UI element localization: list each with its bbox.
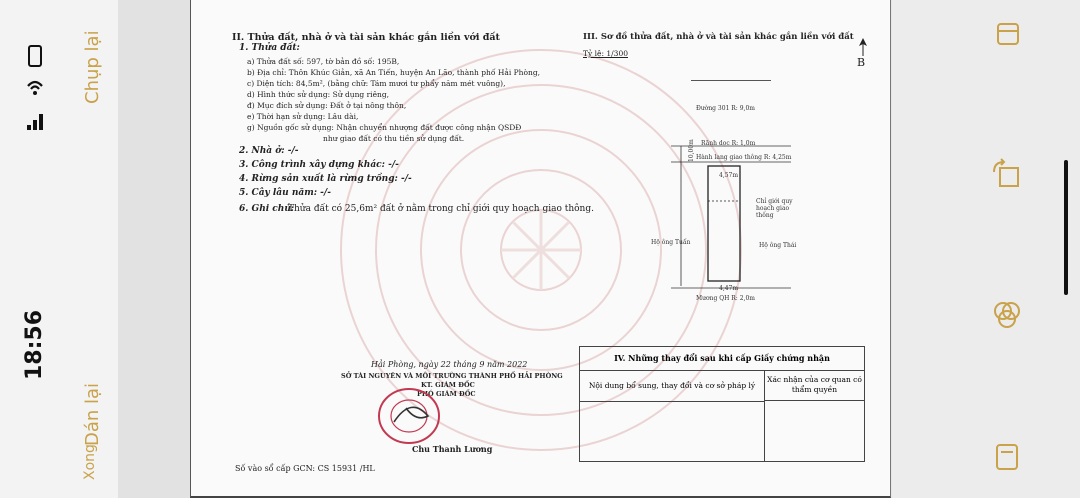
planning-boundary-label: Chỉ giới quy hoạch giao thông (756, 198, 793, 219)
scroll-indicator[interactable] (1064, 160, 1068, 295)
document-icon[interactable] (994, 442, 1020, 472)
road-label: Đường 301 R: 9,0m (696, 105, 755, 112)
column-changes: Nội dung bổ sung, thay đổi và cơ sở pháp lý (580, 371, 765, 402)
sign-org: SỞ TÀI NGUYÊN VÀ MÔI TRƯỜNG THÀNH PHỐ HẢI PHÒNG (341, 372, 563, 380)
neighbor-east: Hộ ông Thái (759, 242, 797, 249)
canal-label: Mương QH R: 2,0m (696, 295, 755, 302)
parcel-number: a) Thửa đất số: 597, tờ bản đồ số: 195B, (247, 57, 400, 66)
wifi-icon (24, 78, 46, 100)
north-arrow-icon (859, 38, 867, 56)
note-text: Thửa đất có 25,6m² đất ở nằm trong chỉ giới quy hoạch giao thông. (288, 204, 594, 214)
house-line: 2. Nhà ở: -/- (239, 146, 299, 156)
signer-name: Chu Thanh Lương (412, 444, 493, 454)
address: b) Địa chỉ: Thôn Khúc Giản, xã An Tiến, huyện An Lão, thành phố Hải Phòng, (247, 68, 541, 77)
sign-date: Hải Phòng, ngày 22 tháng 9 năm 2022 (371, 360, 528, 369)
subsection-1-title: 1. Thửa đất: (239, 43, 300, 53)
done-button[interactable]: Xong (82, 444, 98, 480)
map-scale: Tỷ lệ: 1/300 (583, 49, 628, 58)
land-certificate-page (190, 0, 891, 498)
page-shadow-left (118, 0, 192, 498)
usage-purpose: đ) Mục đích sử dụng: Đất ở tại nông thôn, (247, 101, 407, 110)
signal-icon (26, 110, 44, 132)
phone-icon (28, 45, 42, 67)
dim-1: 4,57m (719, 172, 739, 179)
column-confirmation: Xác nhận của cơ quan có thẩm quyền (765, 371, 864, 401)
section-2-title: II. Thửa đất, nhà ở và tài sản khác gắn liền với đất (232, 32, 500, 43)
sign-kt: KT. GIÁM ĐỐC (421, 381, 475, 389)
neighbor-west: Hộ ông Tuấn (651, 239, 691, 246)
perennial-line: 5. Cây lâu năm: -/- (239, 188, 331, 198)
note-label: 6. Ghi chú: (239, 204, 295, 214)
status-time: 18:56 (22, 309, 47, 380)
corridor-label: Hành lang giao thông R: 4,25m (696, 154, 792, 161)
usage-term: e) Thời hạn sử dụng: Lâu dài, (247, 112, 359, 121)
construction-line: 3. Công trình xây dựng khác: -/- (239, 160, 399, 170)
official-stamp (376, 386, 442, 446)
changes-table (579, 346, 865, 462)
filter-icon[interactable] (992, 300, 1022, 330)
road-line (691, 80, 771, 81)
ditch-label: Rãnh dọc R: 1,0m (701, 140, 756, 147)
dim-7: 10,00m (688, 139, 695, 162)
dim-4: 4,47m (719, 285, 739, 292)
table-divider (764, 401, 765, 462)
usage-form: d) Hình thức sử dụng: Sử dụng riêng, (247, 90, 390, 99)
right-toolbar (892, 0, 1080, 498)
section-4-title: IV. Những thay đổi sau khi cấp Giấy chứng nhận (580, 347, 864, 371)
paste-button[interactable]: Dán lại (82, 382, 103, 446)
retake-button[interactable]: Chụp lại (82, 30, 103, 104)
registration-number: Số vào sổ cấp GCN: CS 15931 /HL (235, 464, 375, 473)
usage-origin-2: như giao đất có thu tiền sử dụng đất. (323, 134, 465, 143)
forest-line: 4. Rừng sản xuất là rừng trồng: -/- (239, 174, 412, 184)
sign-vice-director: PHÓ GIÁM ĐỐC (417, 390, 476, 398)
section-3-title: III. Sơ đồ thửa đất, nhà ở và tài sản khác gắn liền với đất (583, 32, 854, 42)
usage-origin: g) Nguồn gốc sử dụng: Nhận chuyển nhượng đất được công nhận QSDĐ (247, 123, 522, 132)
rotate-icon[interactable] (990, 158, 1024, 192)
area: c) Diện tích: 84,5m², (bằng chữ: Tám mươi tư phẩy năm mét vuông), (247, 79, 506, 88)
north-label: B (857, 56, 866, 69)
crop-icon[interactable] (994, 20, 1022, 48)
